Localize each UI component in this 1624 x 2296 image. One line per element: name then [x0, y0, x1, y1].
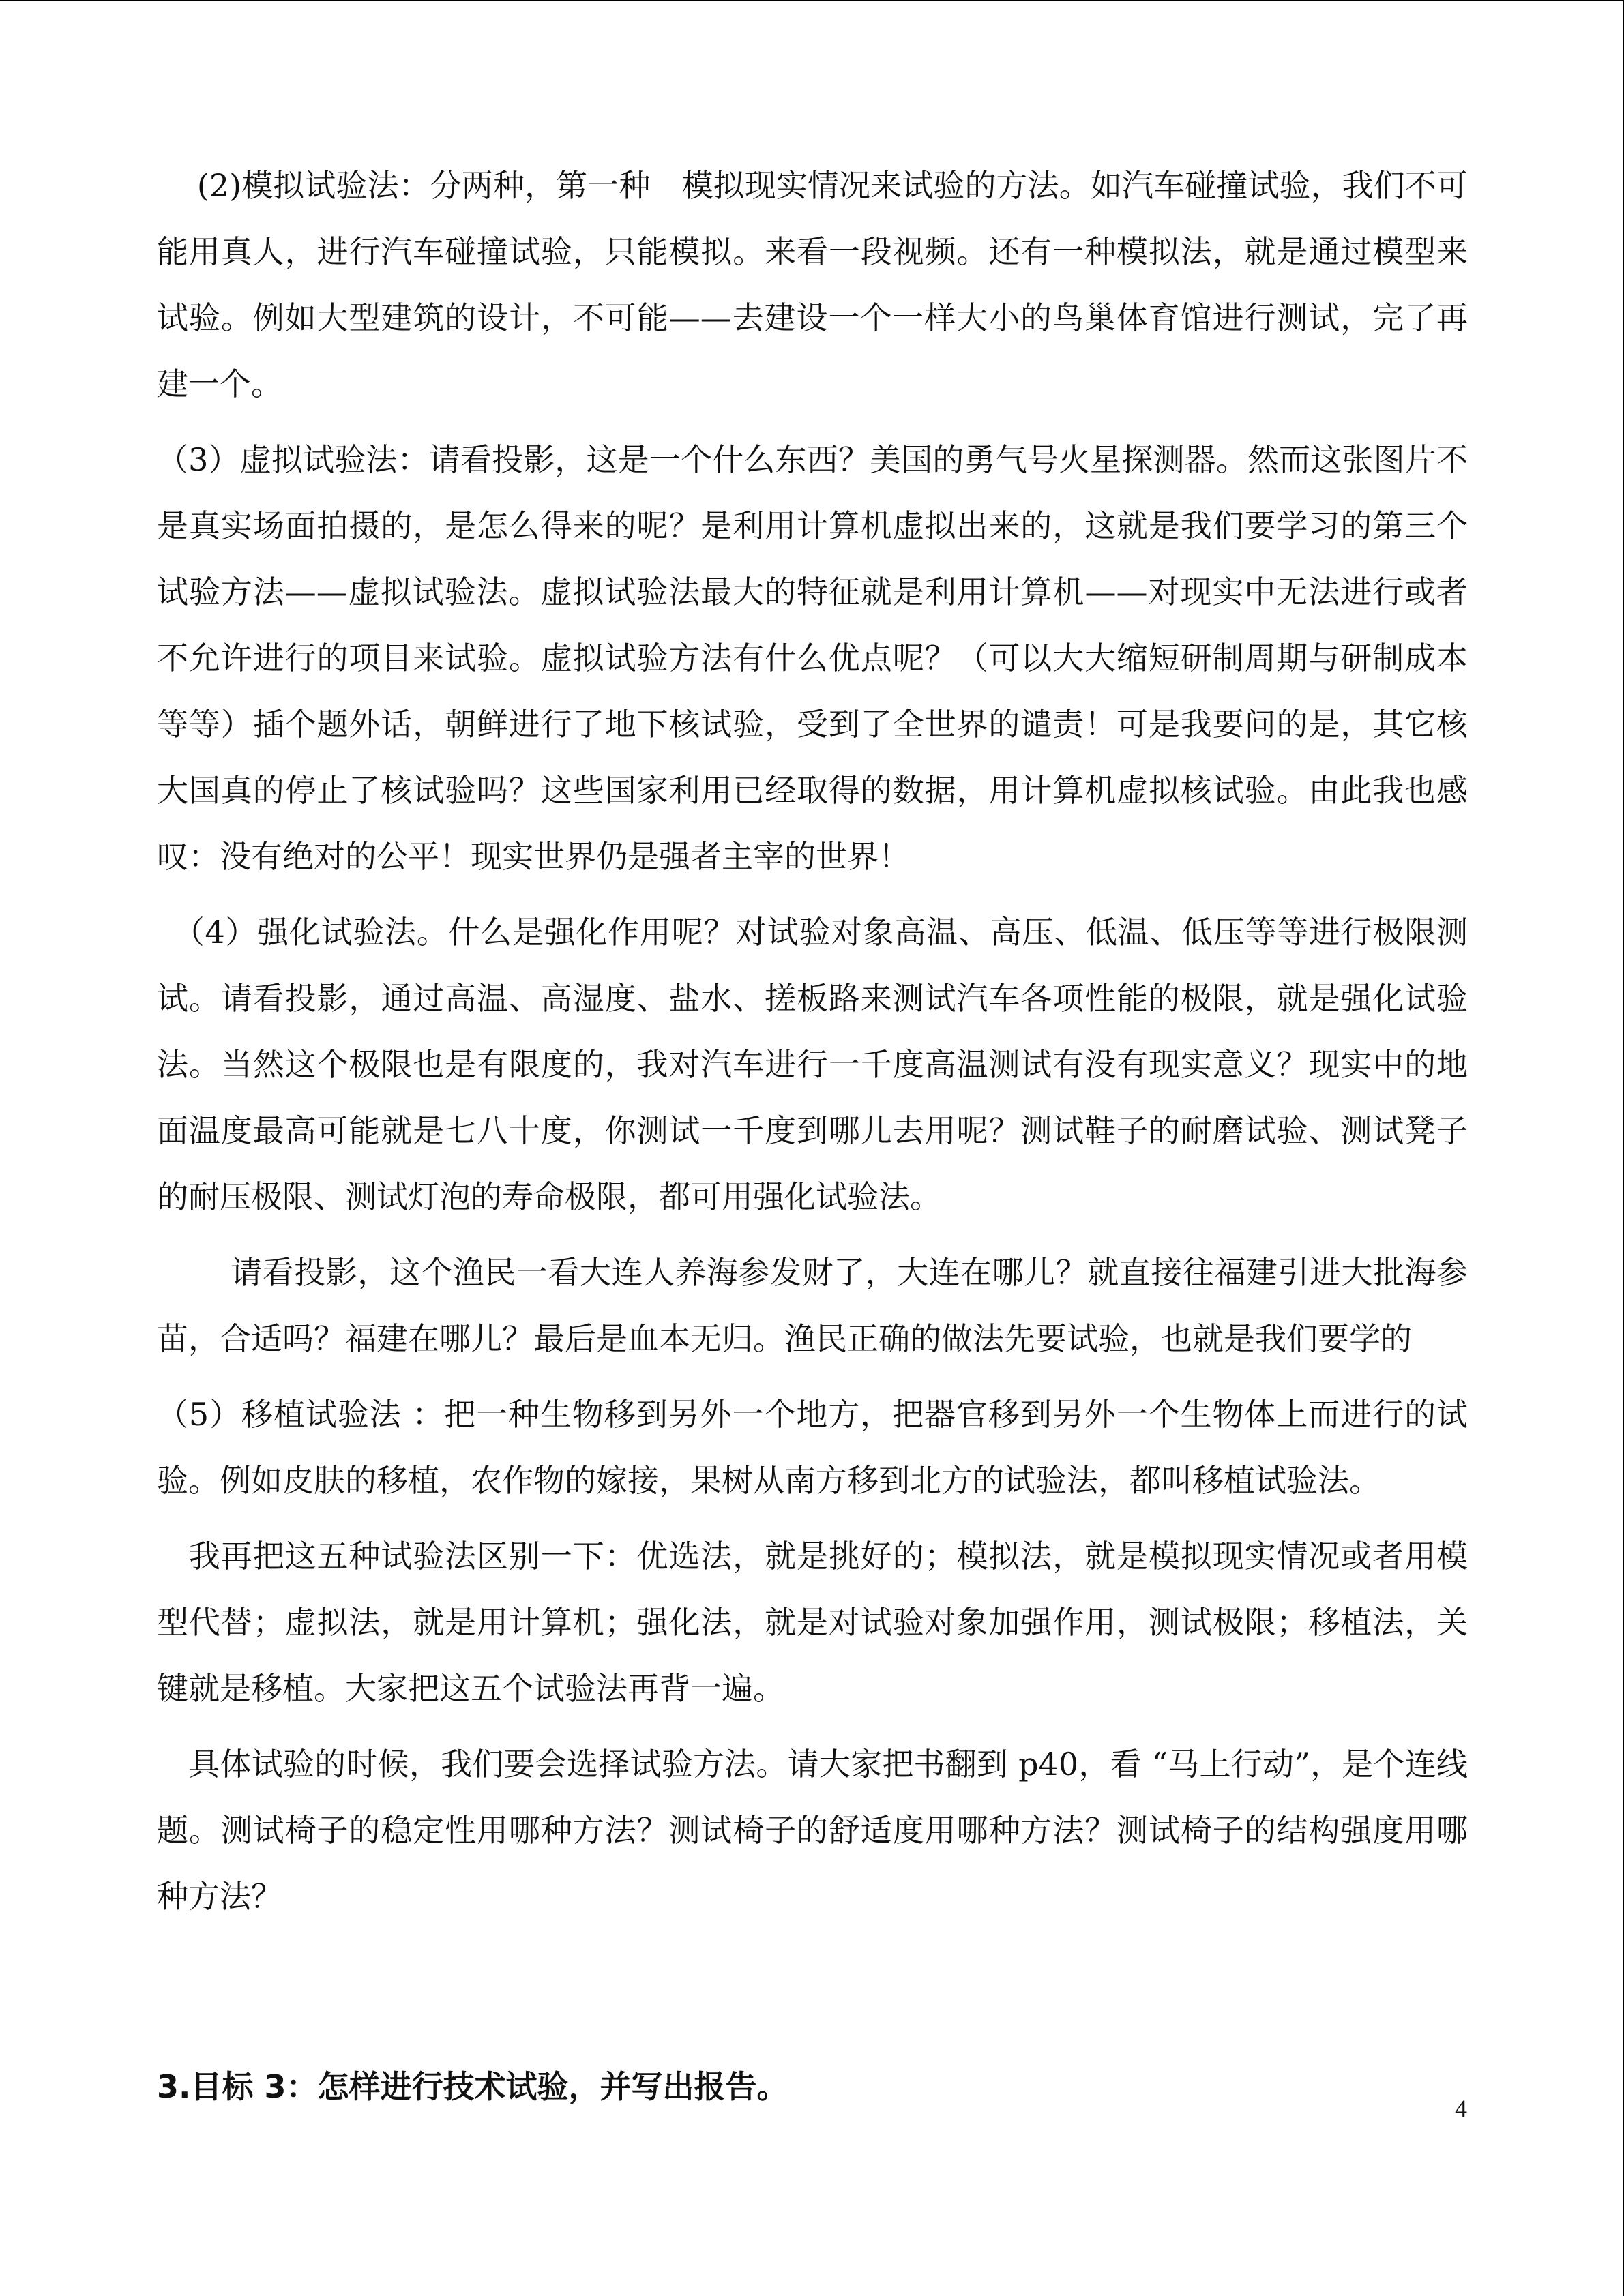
paragraph-strengthening-method: （4）强化试验法。什么是强化作用呢？对试验对象高温、高压、低温、低压等等进行极限测试。请看投影，通过高温、高湿度、盐水、搓板路来测试汽车各项性能的极限，就是强化试验法。当然这个极限也是有限度的，我对汽车进行一千度高温测试有没有现实意义？现实中的地面温度最高可能就是七八十度，你测试一千度到哪儿去用呢？测试鞋子的耐磨试验、测试凳子的耐压极限、测试灯泡的寿命极限，都可用强化试验法。 [157, 914, 1468, 1215]
paragraph-transplant-method: （5）移植试验法 ：把一种生物移到另外一个地方，把器官移到另外一个生物体上而进行的试验。例如皮肤的移植，农作物的嫁接，果树从南方移到北方的试验法，都叫移植试验法。 [157, 1396, 1468, 1499]
section-heading: 3.目标 3：怎样进行技术试验，并写出报告。 [157, 2068, 788, 2105]
document-body [157, 153, 1468, 1939]
page-number: 4 [1455, 2095, 1467, 2122]
paragraph-simulation-method: (2)模拟试验法：分两种，第一种 模拟现实情况来试验的方法。如汽车碰撞试验，我们不可能用真人，进行汽车碰撞试验，只能模拟。来看一段视频。还有一种模拟法，就是通过模型来试验。例如大型建筑的设计，不可能——去建设一个一样大小的鸟巢体育馆进行测试，完了再建一个。 [157, 167, 1468, 402]
paragraph-method-summary: 我再把这五种试验法区别一下：优选法，就是挑好的；模拟法，就是模拟现实情况或者用模型代替；虚拟法，就是用计算机；强化法，就是对试验对象加强作用，测试极限；移植法，关键就是移植。大家把这五个试验法再背一遍。 [157, 1538, 1468, 1707]
paragraph-fisherman-example: 请看投影，这个渔民一看大连人养海参发财了，大连在哪儿？就直接往福建引进大批海参苗，合适吗？福建在哪儿？最后是血本无归。渔民正确的做法先要试验，也就是我们要学的 [157, 1254, 1468, 1357]
paragraph-choose-method: 具体试验的时候，我们要会选择试验方法。请大家把书翻到 p40，看 “马上行动”，是个连线题。测试椅子的稳定性用哪种方法？测试椅子的舒适度用哪种方法？测试椅子的结构强度用哪种方法？ [157, 1746, 1468, 1915]
paragraph-virtual-method: （3）虚拟试验法：请看投影，这是一个什么东西？美国的勇气号火星探测器。然而这张图片不是真实场面拍摄的，是怎么得来的呢？是利用计算机虚拟出来的，这就是我们要学习的第三个试验方法——虚拟试验法。虚拟试验法最大的特征就是利用计算机——对现实中无法进行或者不允许进行的项目来试验。虚拟试验方法有什么优点呢？（可以大大缩短研制周期与研制成本等等）插个题外话，朝鲜进行了地下核试验，受到了全世界的谴责！可是我要问的是，其它核大国真的停止了核试验吗？这些国家利用已经取得的数据，用计算机虚拟核试验。由此我也感叹：没有绝对的公平！现实世界仍是强者主宰的世界！ [157, 441, 1468, 875]
